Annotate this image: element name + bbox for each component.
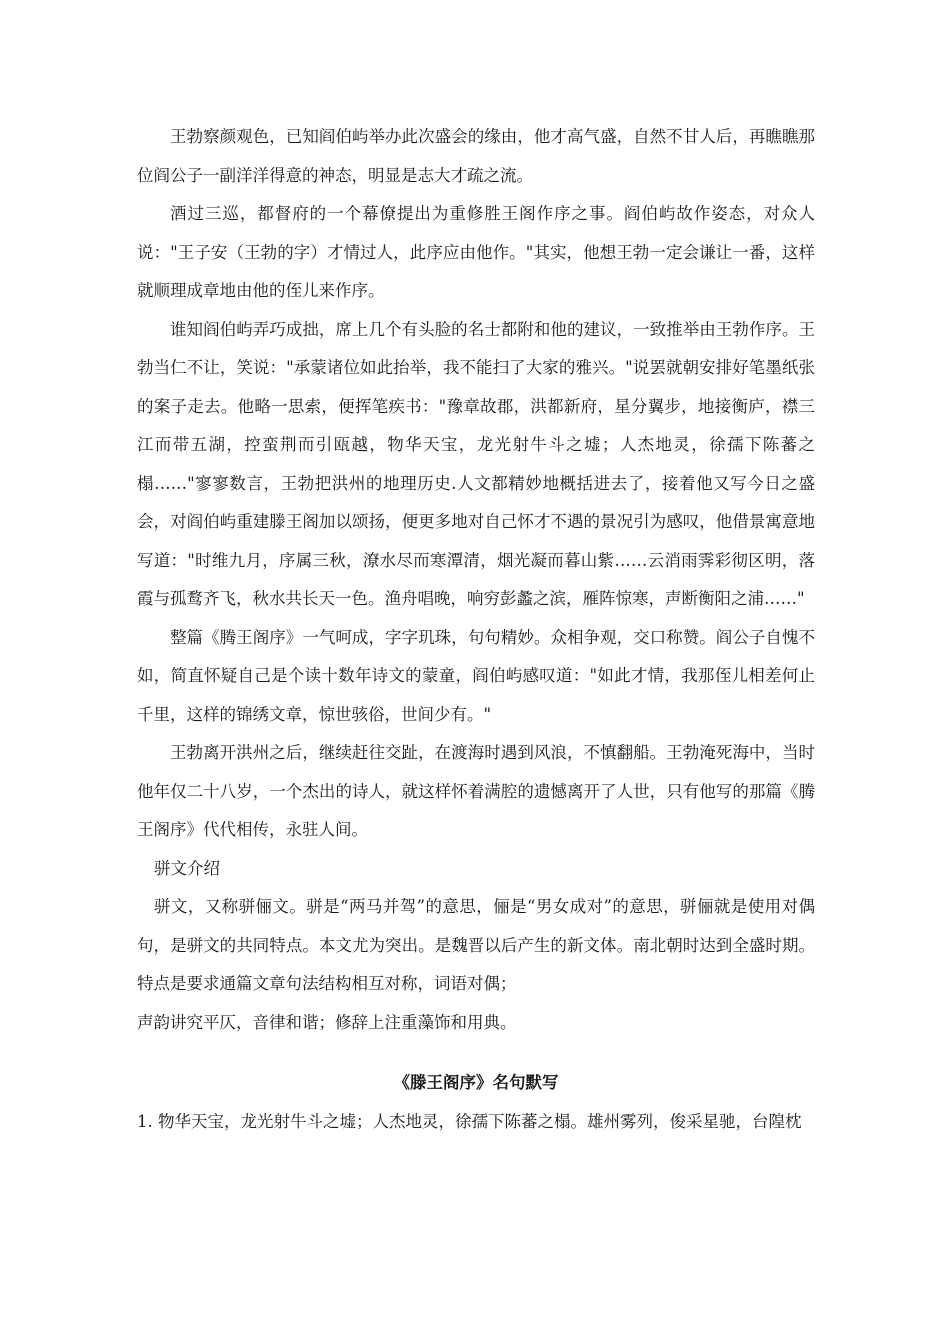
- quote-item-1: 1. 物华天宝，龙光射牛斗之墟；人杰地灵，徐孺下陈蕃之榻。雄州雾列，俊采星驰，台隍枕: [137, 1111, 802, 1131]
- section-title: 《滕王阁序》名句默写: [393, 1073, 559, 1092]
- pianwen-tail: 声韵讲究平仄，音律和谐；修辞上注重藻饰和用典。: [137, 1012, 517, 1032]
- paragraph-5: 王勃离开洪州之后，继续赶往交趾，在渡海时遇到风浪，不慎翻船。王勃淹死海中，当时他年仅二十八岁，一个杰出的诗人，就这样怀着满腔的遗憾离开了人世，只有他写的那篇《腾王阁序》代代相传，永驻人间。: [137, 743, 815, 839]
- spacer: [137, 1042, 815, 1064]
- document-page: [137, 118, 815, 1141]
- pianwen-heading: 骈文介绍: [154, 858, 220, 878]
- paragraph-2: 酒过三巡，都督府的一个幕僚提出为重修胜王阁作序之事。阎伯屿故作姿态，对众人说："王子安（王勃的字）才情过人，此序应由他作。"其实，他想王勃一定会谦让一番，这样就顺理成章地由他的侄儿来作序。: [137, 204, 815, 300]
- paragraph-4: 整篇《腾王阁序》一气呵成，字字玑珠，句句精妙。众相争观，交口称赞。阎公子自愧不如，简直怀疑自己是个读十数年诗文的蒙童，阎伯屿感叹道："如此才情，我那侄儿相差何止千里，这样的锦绣文章，惊世骇俗，世间少有。": [137, 627, 815, 724]
- paragraph-1: 王勃察颜观色，已知阎伯屿举办此次盛会的缘由，他才高气盛，自然不甘人后，再瞧瞧那位阎公子一副洋洋得意的神态，明显是志大才疏之流。: [137, 127, 815, 185]
- pianwen-body: 骈文，又称骈俪文。骈是“两马并驾”的意思，俪是“男女成对”的意思，骈俪就是使用对偶句，是骈文的共同特点。本文尤为突出。是魏晋以后产生的新文体。南北朝时达到全盛时期。特点是要求通篇文章句法结构相互对称，词语对偶；: [137, 897, 815, 993]
- paragraph-3: 谁知阎伯屿弄巧成拙，席上几个有头脸的名士都附和他的建议，一致推举由王勃作序。王勃当仁不让，笑说："承蒙诸位如此抬举，我不能扫了大家的雅兴。"说罢就朝安排好笔墨纸张的案子走去。他略一思索，便挥笔疾书："豫章故郡，洪都新府，星分翼步，地接衡庐，襟三江而带五湖，控蛮荆而引瓯越，物华天宝，龙光射牛斗之墟；人杰地灵，徐孺下陈蕃之榻……"寥寥数言，王勃把洪州的地理历史.人文都精妙地概括进去了，接着他又写今日之盛会，对阎伯屿重建滕王阁加以颂扬，便更多地对自己怀才不遇的景况引为感叹，他借景寓意地写道："时维九月，序属三秋，潦水尽而寒潭清，烟光凝而暮山紫……云消雨霁彩彻区明，落霞与孤鹜齐飞，秋水共长天一色。渔舟唱晚，响穷彭蠡之滨，雁阵惊寒，声断衡阳之浦……": [137, 319, 815, 608]
